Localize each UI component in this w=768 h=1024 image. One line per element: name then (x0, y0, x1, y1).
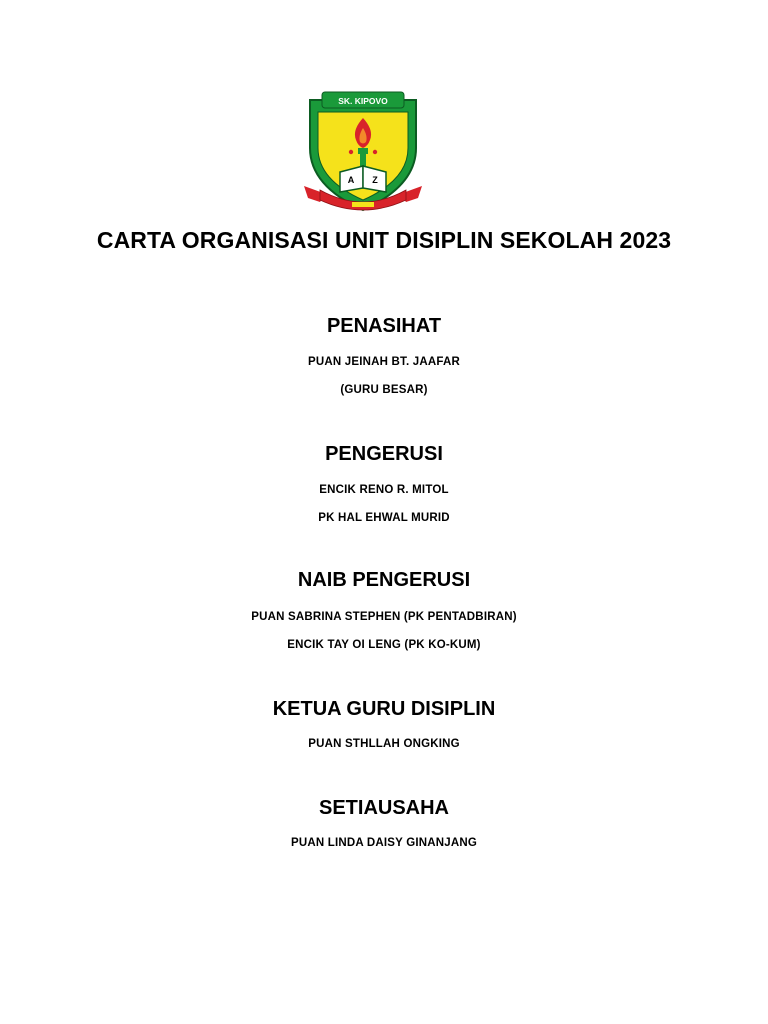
open-book-icon (340, 166, 386, 192)
section-heading-penasihat: PENASIHAT (326, 315, 442, 337)
section-heading-setiausaha: SETIAUSAHA (318, 797, 449, 819)
svg-text:Z: Z (372, 175, 378, 185)
svg-text:A: A (347, 175, 355, 185)
section-heading-pengerusi: PENGERUSI (325, 443, 443, 465)
ketua-guru-disiplin-name: PUAN STHLLAH ONGKING (308, 738, 460, 750)
penasihat-role: (GURU BESAR) (340, 384, 428, 396)
school-crest-logo (300, 86, 426, 218)
pengerusi-name: ENCIK RENO R. MITOL (319, 484, 449, 496)
crest-banner-text: SK. KIPOVO (338, 96, 388, 106)
naib-pengerusi-line-2: ENCIK TAY OI LENG (PK KO-KUM) (287, 639, 481, 651)
section-heading-naib-pengerusi: NAIB PENGERUSI (297, 569, 471, 591)
setiausaha-name: PUAN LINDA DAISY GINANJANG (290, 837, 478, 849)
penasihat-name: PUAN JEINAH BT. JAAFAR (307, 356, 460, 368)
pengerusi-role: PK HAL EHWAL MURID (318, 512, 450, 524)
naib-pengerusi-line-1: PUAN SABRINA STEPHEN (PK PENTADBIRAN) (251, 611, 517, 623)
page-title: CARTA ORGANISASI UNIT DISIPLIN SEKOLAH 2023 (96, 227, 672, 253)
section-heading-ketua-guru-disiplin: KETUA GURU DISIPLIN (272, 698, 496, 720)
